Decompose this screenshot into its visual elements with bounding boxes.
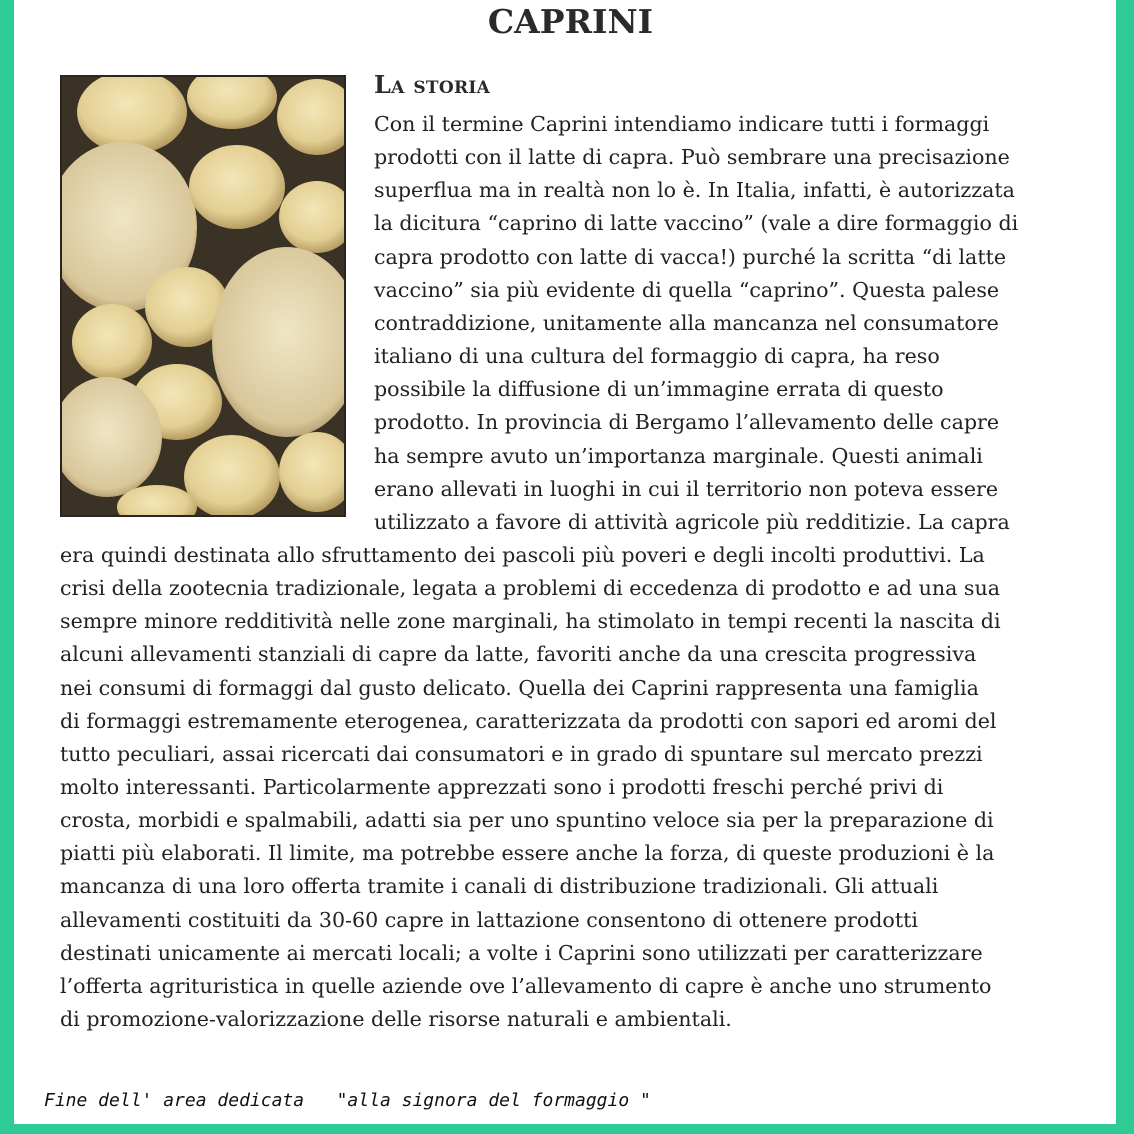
text-line: crosta, morbidi e spalmabili, adatti sia per uno spuntino veloce sia per la preparazione di bbox=[60, 808, 994, 833]
text-line: prodotti con il latte di capra. Può sembrare una precisazione bbox=[374, 145, 1010, 170]
text-line: Con il termine Caprini intendiamo indicare tutti i formaggi bbox=[374, 112, 990, 136]
text-line: utilizzato a favore di attività agricole più redditizie. La capra bbox=[374, 509, 1010, 534]
text-line: di promozione-valorizzazione delle risorse naturali e ambientali. bbox=[60, 1007, 732, 1032]
text-line: la dicitura “caprino di latte vaccino” (vale a dire formaggio di bbox=[374, 211, 1019, 236]
text-line: erano allevati in luoghi in cui il territorio non poteva essere bbox=[374, 476, 999, 501]
text-line: alcuni allevamenti stanziali di capre da latte, favoriti anche da una crescita progressiva bbox=[60, 642, 977, 667]
text-line: mancanza di una loro offerta tramite i canali di distribuzione tradizionali. Gli attuali bbox=[60, 874, 939, 899]
text-line: italiano di una cultura del formaggio di capra, ha reso bbox=[374, 344, 940, 369]
text-line: era quindi destinata allo sfruttamento dei pascoli più poveri e degli incolti produttivi. La bbox=[60, 542, 985, 567]
text-line: prodotto. In provincia di Bergamo l’allevamento delle capre bbox=[374, 410, 1000, 435]
text-line: crisi della zootecnia tradizionale, legata a problemi di eccedenza di prodotto e ad una sua bbox=[60, 576, 1001, 601]
goat-cheese-rounds-photo bbox=[60, 75, 346, 517]
text-line: nei consumi di formaggi dal gusto delicato. Quella dei Caprini rappresenta una famiglia bbox=[60, 675, 979, 700]
text-line: di formaggi estremamente eterogenea, caratterizzata da prodotti con sapori ed aromi del bbox=[60, 708, 997, 733]
document-page bbox=[14, 0, 1116, 1124]
text-line: capra prodotto con latte di vacca!) purché la scritta “di latte bbox=[374, 244, 1007, 269]
cheese-illustration bbox=[62, 77, 344, 515]
text-line: sempre minore redditività nelle zone marginali, ha stimolato in tempi recenti la nascita di bbox=[60, 609, 1001, 634]
page-title: CAPRINI bbox=[487, 2, 654, 41]
text-line: l’offerta agrituristica in quelle aziende ove l’allevamento di capre è anche uno strumento bbox=[60, 973, 992, 998]
text-line: contraddizione, unitamente alla mancanza nel consumatore bbox=[374, 310, 999, 335]
text-line: allevamenti costituiti da 30-60 capre in lattazione consentono di ottenere prodotti bbox=[60, 907, 918, 932]
text-line: vaccino” sia più evidente di quella “caprino”. Questa palese bbox=[374, 277, 1000, 302]
section-heading: La storia bbox=[374, 70, 491, 99]
text-line: possibile la diffusione di un’immagine errata di questo bbox=[374, 377, 944, 402]
text-line: piatti più elaborati. Il limite, ma potrebbe essere anche la forza, di queste produzioni è la bbox=[60, 841, 995, 866]
text-line: molto interessanti. Particolarmente apprezzati sono i prodotti freschi perché privi di bbox=[60, 775, 944, 799]
text-line: destinati unicamente ai mercati locali; a volte i Caprini sono utilizzati per caratterizzare bbox=[60, 940, 983, 965]
text-line: superflua ma in realtà non lo è. In Italia, infatti, è autorizzata bbox=[374, 178, 1015, 203]
text-line: tutto peculiari, assai ricercati dai consumatori e in grado di spuntare sul mercato prezzi bbox=[60, 741, 983, 766]
footer-note: Fine dell' area dedicata "alla signora del formaggio " bbox=[44, 1090, 651, 1111]
text-line: ha sempre avuto un’importanza marginale. Questi animali bbox=[374, 443, 983, 468]
